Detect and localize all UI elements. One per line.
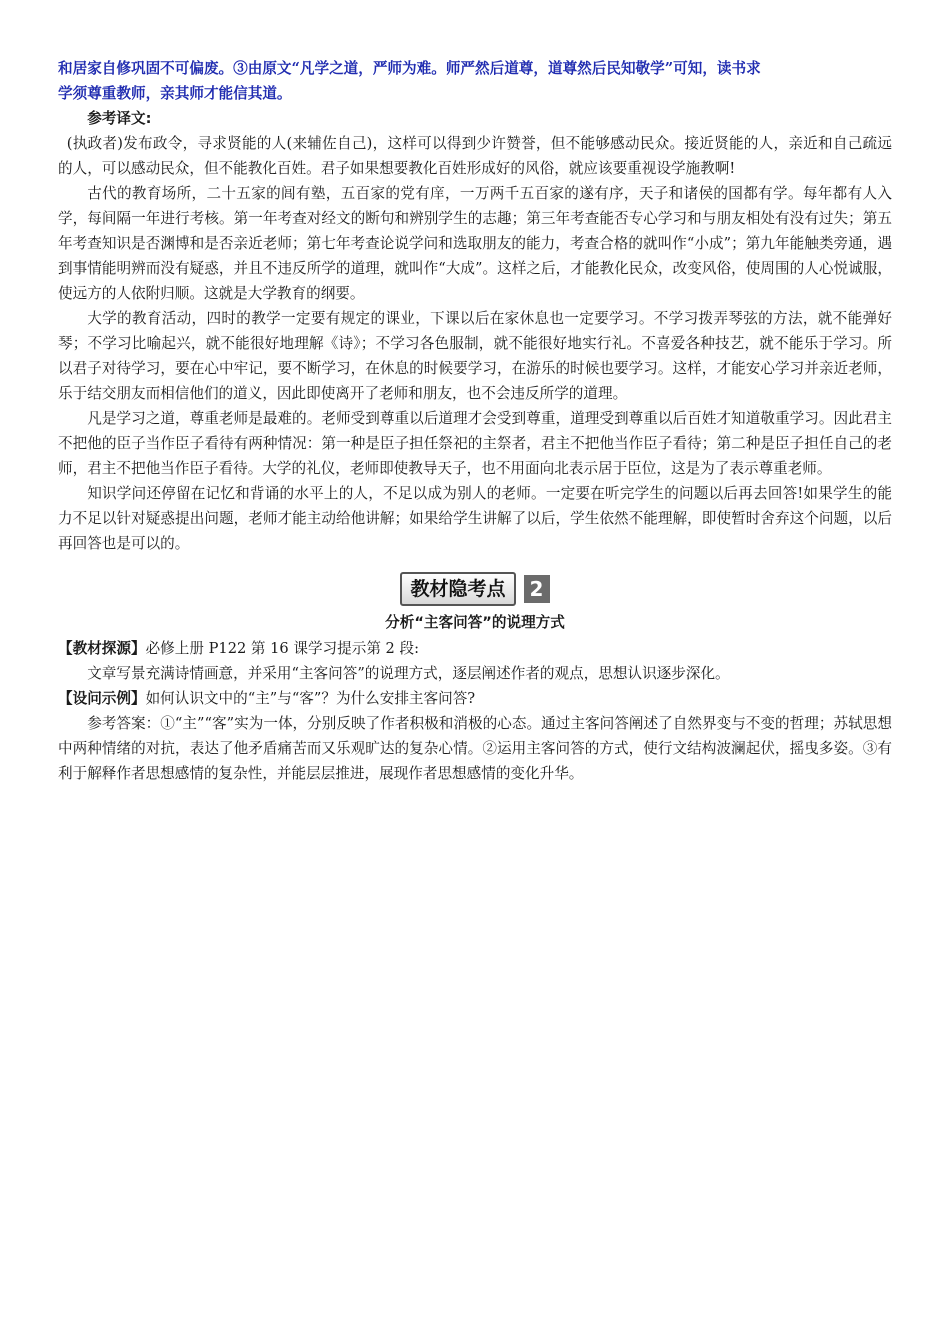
section-header: [58, 572, 892, 606]
translation-paragraph: 凡是学习之道，尊重老师是最难的。老师受到尊重以后道理才会受到尊重，道理受到尊重以后百姓才知道敬重学习。因此君主不把他的臣子当作臣子看待有两种情况：第一种是臣子担任祭祀的主祭者，君主不把他当作臣子看待；第二种是臣子担任自己的老师，君主不把他当作臣子看待。大学的礼仪，老师即使教导天子，也不用面向北表示居于臣位，这是为了表示尊重老师。: [58, 410, 892, 477]
translation-paragraph: (执政者)发布政令，寻求贤能的人(来辅佐自己)，这样可以得到少许赞誉，但不能够感动民众。接近贤能的人，亲近和自己疏远的人，可以感动民众，但不能教化百姓。君子如果想要教化百姓形成好的风俗，就应该要重视设学施教啊!: [58, 135, 892, 177]
translation-paragraph: 知识学问还停留在记忆和背诵的水平上的人，不足以成为别人的老师。一定要在听完学生的问题以后再去回答!如果学生的能力不足以针对疑惑提出问题，老师才能主动给他讲解；如果给学生讲解了以后，学生依然不能理解，即使暂时舍弃这个问题，以后再回答也是可以的。: [58, 485, 892, 552]
answer-paragraph: 参考答案：①“主”“客”实为一体，分别反映了作者积极和消极的心态。通过主客问答阐述了自然界变与不变的哲理；苏轼思想中两种情绪的对抗，表达了他矛盾痛苦而又乐观旷达的复杂心情。②运用主客问答的方式，使行文结构波澜起伏，摇曳多姿。③有利于解释作者思想感情的复杂性，并能层层推进，展现作者思想感情的变化升华。: [58, 715, 892, 782]
page-content: [58, 56, 892, 786]
intro-line-2: 学须尊重教师，亲其师才能信其道。: [58, 85, 292, 102]
source-label: 【教材探源】: [58, 640, 146, 657]
section-number: 2: [524, 575, 550, 603]
example-label: 【设问示例】: [58, 690, 146, 707]
example-text: 如何认识文中的“主”与“客”？为什么安排主客问答?: [145, 690, 476, 707]
section-badge-group: [400, 572, 549, 606]
intro-line-1: 和居家自修巩固不可偏废。③由原文“凡学之道，严师为难。师严然后道尊，道尊然后民知敬学”可知，读书求: [58, 60, 761, 77]
section-title: 分析“主客问答”的说理方式: [385, 614, 565, 631]
example-line: [58, 686, 892, 711]
source-quote: 文章写景充满诗情画意，并采用“主客问答”的说理方式，逐层阐述作者的观点，思想认识逐步深化。: [87, 665, 730, 682]
section-badge: 教材隐考点: [400, 572, 515, 606]
translation-paragraph: 大学的教育活动，四时的教学一定要有规定的课业，下课以后在家休息也一定要学习。不学习拨弄琴弦的方法，就不能弹好琴；不学习比喻起兴，就不能很好地理解《诗》；不学习各色服制，就不能很好地实行礼。不喜爱各种技艺，就不能乐于学习。所以君子对待学习，要在心中牢记，要不断学习，在休息的时候要学习，在游乐的时候也要学习。这样，才能安心学习并亲近老师，乐于结交朋友而相信他们的道义，因此即使离开了老师和朋友，也不会违反所学的道理。: [58, 310, 892, 402]
source-line: [58, 636, 892, 661]
translation-label: 参考译文:: [87, 110, 152, 127]
translation-paragraph: 古代的教育场所，二十五家的闾有塾，五百家的党有庠，一万两千五百家的遂有序，天子和诸侯的国都有学。每年都有人入学，每间隔一年进行考核。第一年考查对经文的断句和辨别学生的志趣；第三年考查能否专心学习和与朋友相处有没有过失；第五年考查知识是否渊博和是否亲近老师；第七年考查论说学问和选取朋友的能力，考查合格的就叫作“小成”；第九年能触类旁通，遇到事情能明辨而没有疑惑，并且不违反所学的道理，就叫作“大成”。这样之后，才能教化民众，改变风俗，使周围的人心悦诚服，使远方的人依附归顺。这就是大学教育的纲要。: [58, 185, 892, 302]
source-text: 必修上册 P122 第 16 课学习提示第 2 段:: [145, 640, 419, 657]
